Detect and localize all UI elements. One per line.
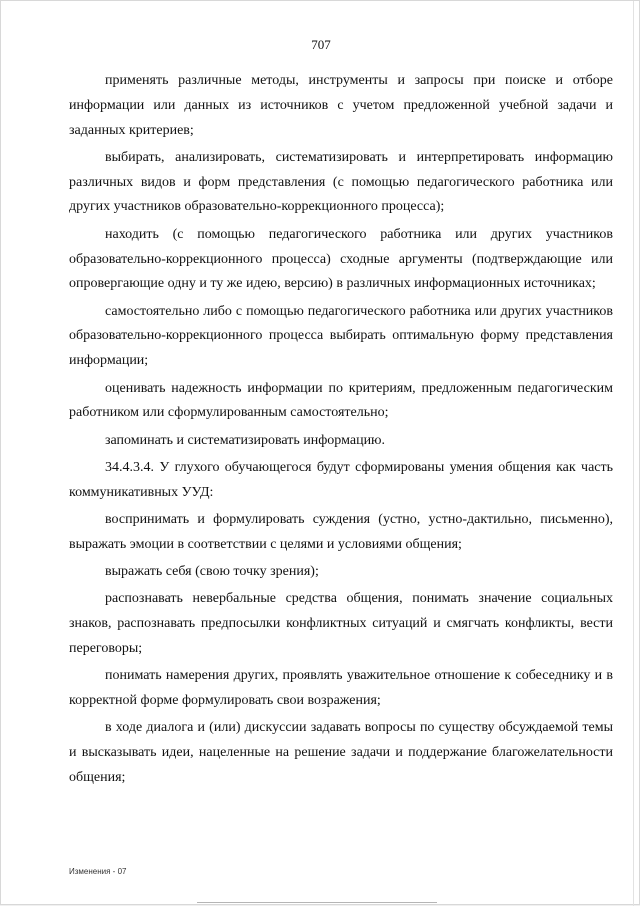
paragraph: в ходе диалога и (или) дискуссии задавать вопросы по существу обсуждаемой темы и высказывать идеи, нацеленные на решение задачи и поддержание благожелательности общения; [69, 720, 613, 786]
paragraph: самостоятельно либо с помощью педагогического работника или других участников образовательно-коррекционного процесса выбирать оптимальную форму представления информации; [69, 303, 613, 369]
paragraph: находить (с помощью педагогического работника или других участников образовательно-коррекционного процесса) сходные аргументы (подтверждающие или опровергающие одну и ту же идею, версию) в различных информационных источниках; [69, 226, 613, 292]
paragraph: запоминать и систематизировать информацию. [105, 432, 386, 448]
page-body [69, 69, 613, 793]
paragraph: оценивать надежность информации по критериям, предложенным педагогическим работником или сформулированным самостоятельно; [69, 380, 613, 421]
page-number: 707 [311, 37, 331, 52]
paragraph: понимать намерения других, проявлять уважительное отношение к собеседнику и в корректной форме формулировать свои возражения; [69, 668, 613, 709]
scan-edge-line [633, 1, 634, 906]
paragraph: распознавать невербальные средства общения, понимать значение социальных знаков, распознавать предпосылки конфликтных ситуаций и смягчать конфликты, вести переговоры; [69, 591, 613, 657]
paragraph: выбирать, анализировать, систематизировать и интерпретировать информацию различных видов и форм представления (с помощью педагогического работника или других участников образовательно-коррекционного процесса); [69, 149, 613, 215]
bottom-scan-line [197, 902, 437, 903]
paragraph: выражать себя (свою точку зрения); [105, 564, 319, 580]
paragraph: воспринимать и формулировать суждения (устно, устно-дактильно, письменно), выражать эмоции в соответствии с целями и условиями общения; [69, 512, 613, 552]
section-paragraph: 34.4.3.4. У глухого обучающегося будут сформированы умения общения как часть коммуникативных УУД: [69, 459, 613, 500]
paragraph: применять различные методы, инструменты и запросы при поиске и отборе информации или данных из источников с учетом предложенной учебной задачи и заданных критериев; [69, 73, 613, 138]
footer-revision-note: Изменения - 07 [69, 867, 127, 876]
